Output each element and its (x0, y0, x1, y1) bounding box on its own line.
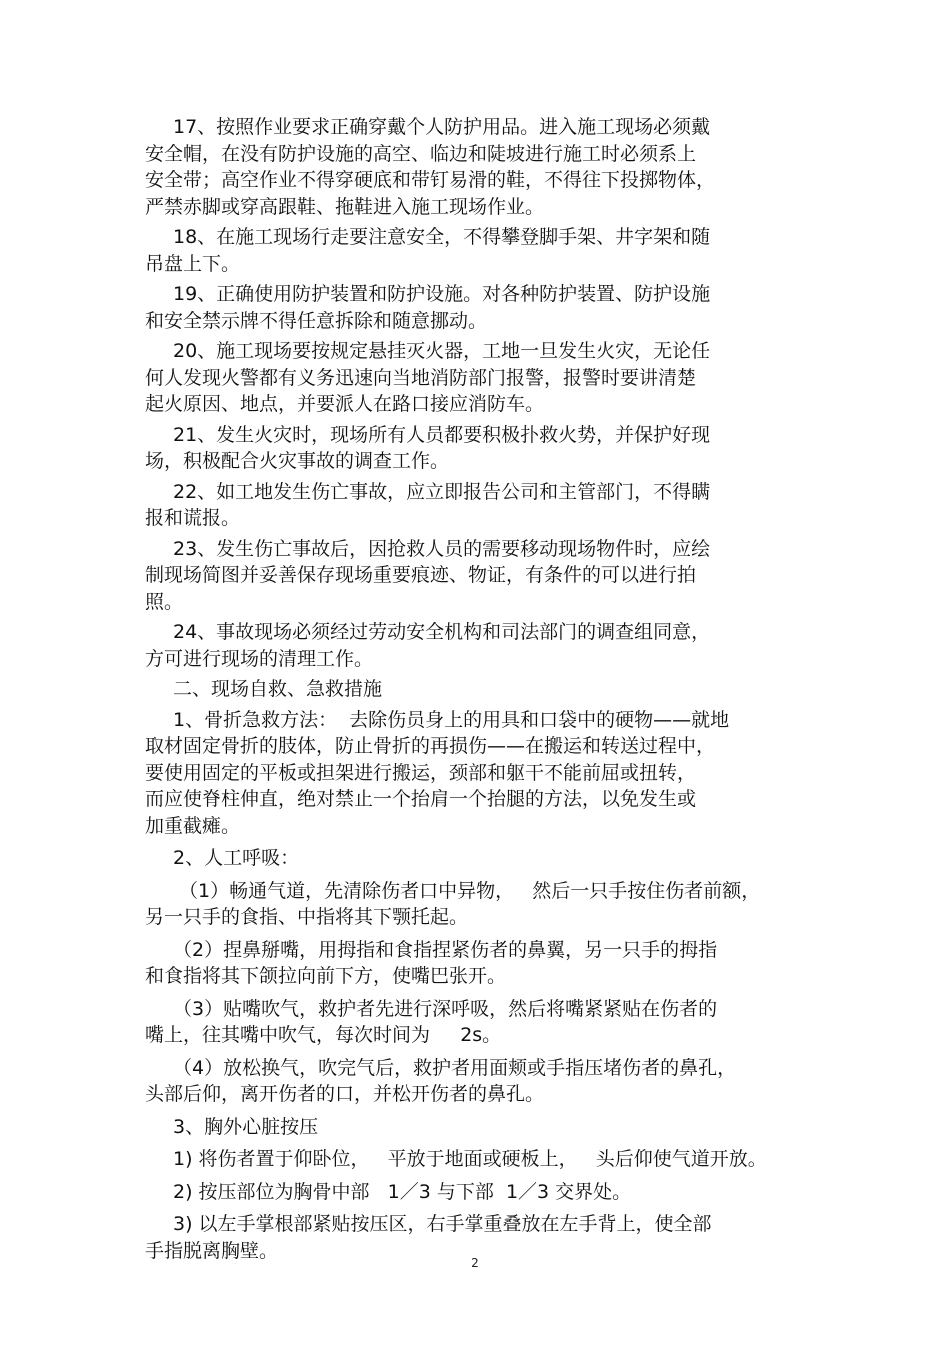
text-line: 制现场简图并妥善保存现场重要痕迹、物证，有条件的可以进行拍 (145, 564, 697, 586)
section-title: 二、现场自救、急救措施 (173, 678, 383, 700)
paragraph-24 (145, 619, 815, 672)
text-line: （2）捏鼻掰嘴，用拇指和食指捏紧伤者的鼻翼，另一只手的拇指 (173, 938, 718, 961)
subsection-title: 2、人工呼吸： (173, 847, 300, 869)
text-line: 22、如工地发生伤亡事故，应立即报告公司和主管部门，不得瞒 (173, 480, 711, 503)
text-line: （1）畅通气道，先清除伤者口中异物， 然后一只手按住伤者前额， (173, 879, 761, 902)
text-line: 场，积极配合火灾事故的调查工作。 (145, 450, 450, 472)
body-text (145, 114, 815, 1268)
page-number: 2 (471, 1256, 479, 1270)
subheading-respiration (145, 845, 815, 872)
text-line: 嘴上，往其嘴中吹气，每次时间为 2s。 (145, 1024, 502, 1046)
paragraph-17 (145, 114, 815, 220)
paragraph-fracture (145, 707, 815, 840)
subsection-title: 3、胸外心脏按压 (173, 1115, 319, 1138)
text-line: 加重截瘫。 (145, 814, 241, 837)
text-line: 3) 以左手掌根部紧贴按压区，右手掌重叠放在左手背上，使全部 (173, 1213, 712, 1235)
text-line: 23、发生伤亡事故后，因抢救人员的需要移动现场物件时，应绘 (173, 537, 711, 560)
section-heading (145, 676, 815, 703)
text-line: 另一只手的食指、中指将其下颚托起。 (145, 906, 469, 928)
subheading-cpr (145, 1114, 815, 1141)
text-line: 21、发生火灾时，现场所有人员都要积极扑救火势，并保护好现 (173, 423, 711, 446)
text-line: 照。 (145, 590, 184, 613)
text-line: 起火原因、地点，并要派人在路口接应消防车。 (145, 393, 545, 415)
text-line: 严禁赤脚或穿高跟鞋、拖鞋进入施工现场作业。 (145, 195, 545, 218)
paragraph-cpr-2 (145, 1179, 815, 1206)
text-line: 17、按照作业要求正确穿戴个人防护用品。进入施工现场必须戴 (173, 116, 711, 138)
text-line: 2) 按压部位为胸骨中部 1／3 与下部 1／3 交界处。 (173, 1180, 632, 1203)
text-line: 取材固定骨折的肢体，防止骨折的再损伤——在搬运和转送过程中， (145, 735, 716, 757)
text-line: 何人发现火警都有义务迅速向当地消防部门报警，报警时要讲清楚 (145, 366, 697, 389)
paragraph-step-3 (145, 996, 815, 1049)
text-line: 手指脱离胸壁。 (145, 1239, 279, 1262)
text-line: 安全带；高空作业不得穿硬底和带钉易滑的鞋，不得往下投掷物体， (145, 169, 716, 191)
text-line: （3）贴嘴吹气，救护者先进行深呼吸，然后将嘴紧紧贴在伤者的 (173, 997, 718, 1020)
text-line: 吊盘上下。 (145, 252, 241, 275)
paragraph-step-4 (145, 1055, 815, 1108)
paragraph-23 (145, 536, 815, 616)
paragraph-cpr-1 (145, 1146, 815, 1173)
paragraph-21 (145, 422, 815, 475)
text-line: 方可进行现场的清理工作。 (145, 647, 374, 670)
paragraph-20 (145, 338, 815, 418)
text-line: 而应使脊柱伸直，绝对禁止一个抬肩一个抬腿的方法，以免发生或 (145, 788, 697, 810)
text-line: 20、施工现场要按规定悬挂灭火器，工地一旦发生火灾，无论任 (173, 340, 711, 362)
text-line: 1、骨折急救方法： 去除伤员身上的用具和口袋中的硬物——就地 (173, 708, 730, 731)
paragraph-step-2 (145, 937, 815, 990)
text-line: 和食指将其下颌拉向前下方，使嘴巴张开。 (145, 965, 507, 987)
text-line: （4）放松换气，吹完气后，救护者用面颊或手指压堵伤者的鼻孔， (173, 1056, 737, 1079)
text-line: 要使用固定的平板或担架进行搬运，颈部和躯干不能前屈或扭转， (145, 761, 697, 784)
text-line: 24、事故现场必须经过劳动安全机构和司法部门的调查组同意， (173, 621, 711, 643)
text-line: 报和谎报。 (145, 507, 241, 529)
text-line: 安全帽，在没有防护设施的高空、临边和陡坡进行施工时必须系上 (145, 142, 697, 165)
text-line: 和安全禁示牌不得任意拆除和随意挪动。 (145, 309, 488, 332)
text-line: 18、在施工现场行走要注意安全，不得攀登脚手架、井字架和随 (173, 226, 711, 248)
text-line: 1) 将伤者置于仰卧位， 平放于地面或硬板上， 头后仰使气道开放。 (173, 1148, 767, 1170)
paragraph-step-1 (145, 878, 815, 931)
text-line: 19、正确使用防护装置和防护设施。对各种防护装置、防护设施 (173, 283, 711, 305)
text-line: 头部后仰，离开伤者的口，并松开伤者的鼻孔。 (145, 1083, 545, 1105)
paragraph-19 (145, 281, 815, 334)
paragraph-18 (145, 224, 815, 277)
paragraph-22 (145, 479, 815, 532)
